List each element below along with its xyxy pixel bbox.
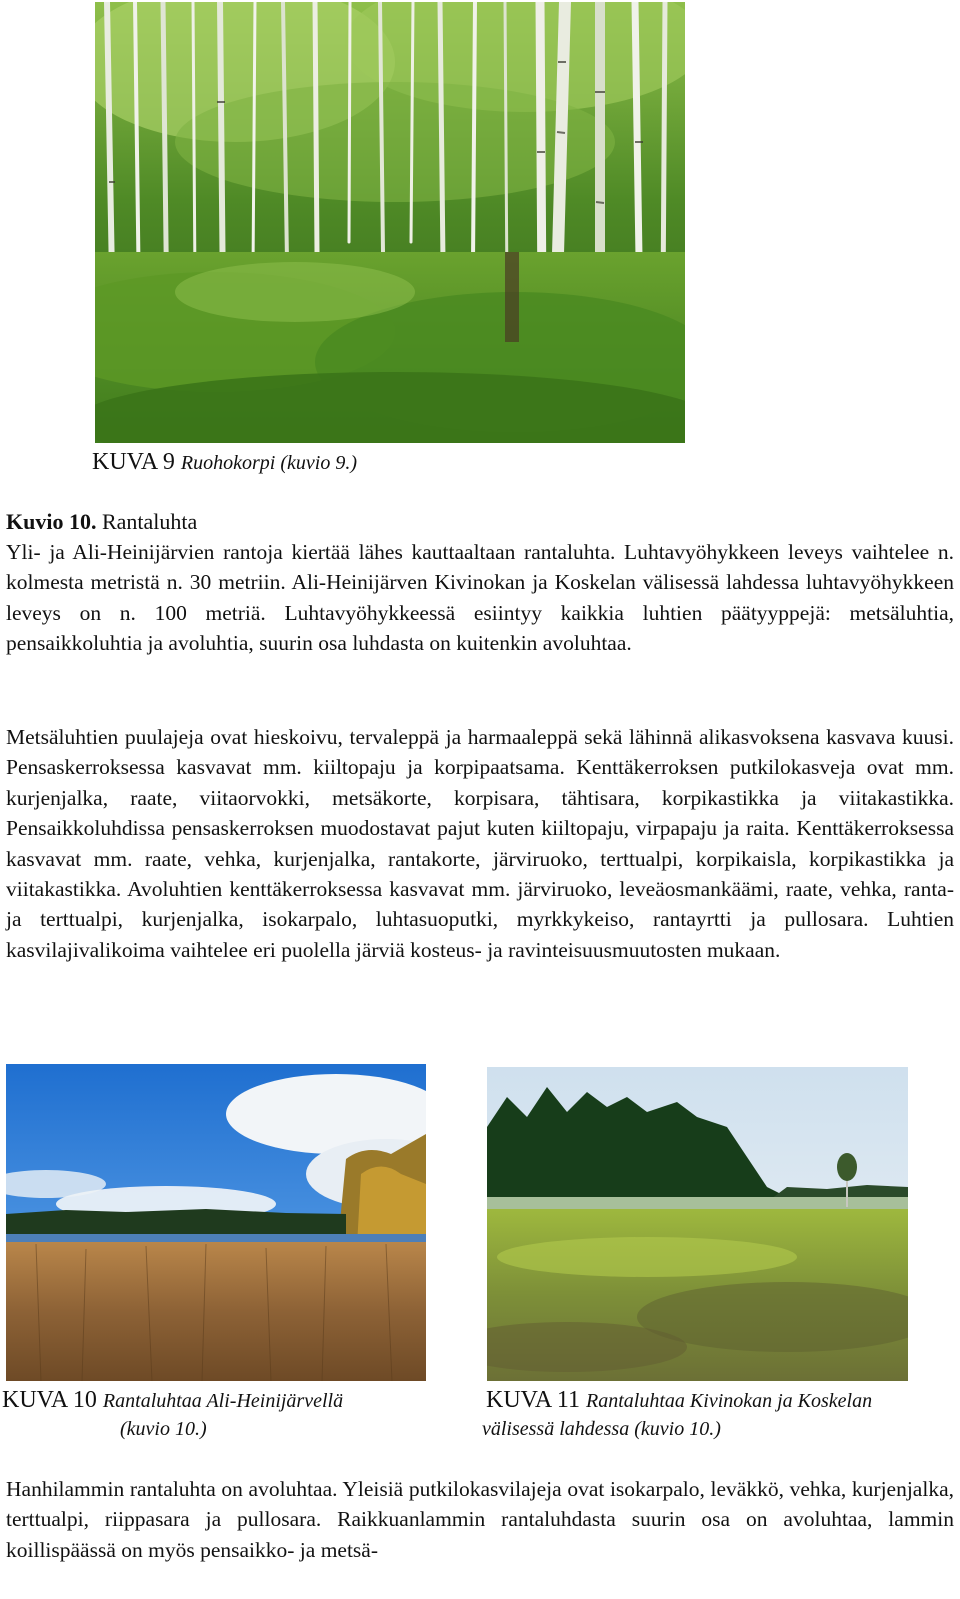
figure-caption-kuva-11	[486, 1386, 872, 1415]
figure-caption-kuva-11-line2: välisessä lahdessa (kuvio 10.)	[482, 1418, 721, 1440]
photo-kuva-11-open-meadow-bay	[487, 1067, 908, 1381]
paragraph-3: Hanhilammin rantaluhta on avoluhtaa. Yleisiä putkilokasvilajeja ovat isokarpalo, leväkkö, vehka, kurjenjalka, terttualpi, riippasara ja pullosara. Raikkuanlammin rantaluhdasta suurin osa on avoluhtaa, lammin koillispäässä on myös pensaikko- ja metsä-	[6, 1477, 954, 1562]
section-number: Kuvio 10.	[6, 509, 97, 534]
figure-caption-kuva-10-line2: (kuvio 10.)	[120, 1418, 207, 1440]
section-title: Rantaluhta	[101, 509, 198, 534]
paragraph-1: Yli- ja Ali-Heinijärvien rantoja kiertää lähes kauttaaltaan rantaluhta. Luhtavyöhykkeen leveys vaihtelee n. kolmesta metristä n. 30 metriin. Ali-Heinijärven Kivinokan ja Koskelan välisessä lahdessa luhtavyöhykkeen leveys on n. 100 metriä. Luhtavyöhykkeessä esiintyy kaikkia luhtien päätyyppejä: metsäluhtia, pensaikkoluhtia ja avoluhtia, suurin osa luhdasta on kuitenkin avoluhtaa.	[6, 540, 954, 656]
figure-caption-kuva-10	[2, 1386, 343, 1415]
figure-label: KUVA 11	[486, 1387, 581, 1413]
figure-caption-text: Rantaluhtaa Kivinokan ja Koskelan	[586, 1390, 873, 1412]
figure-caption-text: Ruohokorpi (kuvio 9.)	[180, 452, 357, 474]
figure-label: KUVA 9	[92, 449, 175, 475]
paragraph-2: Metsäluhtien puulajeja ovat hieskoivu, tervaleppä ja harmaaleppä sekä lähinnä alikasvoksena kasvava kuusi. Pensaskerroksessa kasvavat mm. kiiltopaju ja korpipaatsama. Kenttäkerroksen putkilokasveja ovat mm. kurjenjalka, raate, viitaorvokki, metsäkorte, korpisara, tähtisara, korpikastikka ja viitakastikka. Pensaikkoluhdissa pensaskerroksen muodostavat pajut kuten kiiltopaju, virpapaju ja raita. Kenttäkerroksessa kasvavat mm. raate, vehka, kurjenjalka, rantakorte, järviruoko, terttualpi, korpikaisla, korpikastikka ja viitakastikka. Avoluhtien kenttäkerroksessa kasvavat mm. järviruoko, leveäosmankäämi, raate, vehka, ranta- ja terttualpi, kurjenjalka, isokarpalo, luhtasuoputki, myrkkykeiso, rantayrtti ja pullosara. Luhtien kasvilajivalikoima vaihtelee eri puolella järviä kosteus- ja ravinteisuusmuutosten mukaan.	[6, 725, 954, 962]
section-heading	[6, 507, 197, 537]
figure-label: KUVA 10	[2, 1387, 97, 1413]
figure-caption-text: Rantaluhtaa Ali-Heinijärvellä	[102, 1390, 344, 1412]
figure-caption-kuva-9	[92, 448, 357, 477]
photo-kuva-10-shore-meadow	[6, 1064, 426, 1381]
photo-kuva-9-grass-swamp-forest	[95, 2, 685, 443]
